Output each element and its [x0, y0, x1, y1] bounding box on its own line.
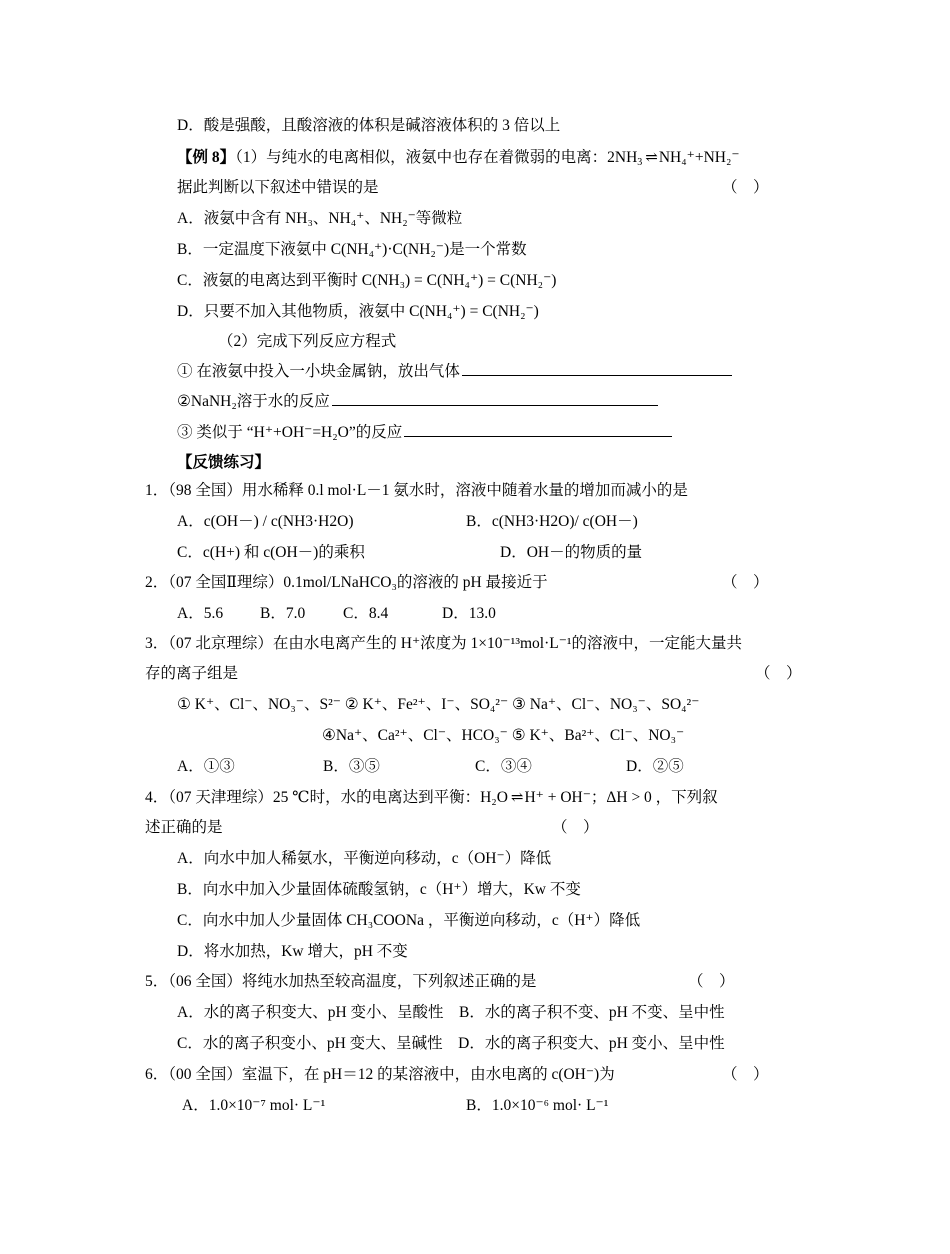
q1-option-a: A．c(OH－) / c(NH3·H2O) — [177, 513, 354, 530]
q5-options-ab: A．水的离子积变大、pH 变小、呈酸性 B．水的离子积不变、pH 不变、呈中性 — [177, 1004, 725, 1021]
answer-paren: （ ） — [722, 179, 769, 196]
q4-option-b: B．向水中加入少量固体硫酸氢钠，c（H⁺）增大，Kw 不变 — [177, 881, 581, 898]
example-8-option-c: C．液氨的电离达到平衡时 C(NH₃) = C(NH₄⁺) = C(NH₂⁻) — [177, 272, 557, 289]
reaction-3-text: ③ 类似于 “H⁺+OH⁻=H₂O”的反应 — [177, 424, 403, 441]
example-8-line1 — [177, 148, 740, 173]
reaction-1-text: ① 在液氨中投入一小块金属钠，放出气体 — [177, 363, 460, 380]
option-d-strong-acid: D．酸是强酸，且酸溶液的体积是碱溶液体积的 3 倍以上 — [177, 117, 561, 134]
q4-option-a: A．向水中加人稀氨水，平衡逆向移动，c（OH⁻）降低 — [177, 850, 552, 867]
q5-options-cd: C．水的离子积变小、pH 变大、呈碱性 D．水的离子积变大、pH 变小、呈中性 — [177, 1035, 725, 1052]
equilibrium-arrow-icon: ⇌ — [645, 150, 656, 166]
q3-option-d: D．②⑤ — [626, 758, 684, 775]
reaction-3 — [177, 423, 672, 443]
example-8-option-d: D．只要不加入其他物质，液氨中 C(NH₄⁺) = C(NH₂⁻) — [177, 303, 539, 320]
q3-option-b: B．③⑤ — [323, 758, 380, 775]
nh3-subscript: 3 — [637, 157, 643, 168]
q2-option-d: D．13.0 — [442, 605, 496, 622]
q4-text-pre: 4．（07 天津理综）25 ℃时，水的电离达到平衡：H₂O — [145, 789, 508, 806]
reaction-1 — [177, 362, 732, 382]
reaction-2-text: ②NaNH₂溶于水的反应 — [177, 393, 330, 410]
q2-option-c: C．8.4 — [343, 605, 389, 622]
question-3-line1: 3．（07 北京理综）在由水电离产生的 H⁺浓度为 1×10⁻¹³mol·L⁻¹的溶液中，一定能大量共 — [145, 635, 743, 652]
q4-option-d: D．将水加热，Kw 增大，pH 不变 — [177, 943, 408, 960]
example-8-part1-text: （1）与纯水的电离相似，液氨中也存在着微弱的电离：2NH — [235, 149, 638, 166]
reaction-2 — [177, 392, 658, 412]
question-6: 6．（00 全国）室温下，在 pH＝12 的某溶液中，由水电离的 c(OH⁻)为 — [145, 1066, 615, 1083]
q5-answer-paren: （ ） — [688, 973, 735, 990]
question-2: 2．（07 全国Ⅱ理综）0.1mol/LNaHCO₃的溶液的 pH 最接近于 — [145, 574, 548, 591]
question-5: 5．（06 全国）将纯水加热至较高温度，下列叙述正确的是 — [145, 973, 537, 990]
q1-option-c: C．c(H+) 和 c(OH－)的乘积 — [177, 544, 365, 561]
reaction-2-blank[interactable] — [332, 393, 658, 406]
q1-option-d: D．OH－的物质的量 — [500, 544, 643, 561]
question-1: 1．（98 全国）用水稀释 0.l mol·L－1 氨水时，溶液中随着水量的增加而减小的是 — [145, 482, 688, 499]
q4-answer-paren: （ ） — [552, 819, 599, 836]
question-4-line1 — [145, 788, 718, 808]
question-3-line2: 存的离子组是 — [145, 665, 239, 682]
q2-option-b: B．7.0 — [260, 605, 306, 622]
q6-answer-paren: （ ） — [722, 1066, 769, 1083]
q3-answer-paren: （ ） — [755, 665, 802, 682]
q4-equilibrium-arrow-icon: ⇌ — [510, 790, 522, 806]
q2-answer-paren: （ ） — [722, 574, 769, 591]
example-8-option-a: A．液氨中含有 NH₃、NH₄⁺、NH₂⁻等微粒 — [177, 210, 463, 227]
reaction-1-blank[interactable] — [462, 363, 732, 376]
q3-option-a: A．①③ — [177, 758, 235, 775]
q4-option-c: C．向水中加人少量固体 CH₃COONa ，平衡逆向移动，c（H⁺）降低 — [177, 912, 641, 929]
example-8-judge: 据此判断以下叙述中错误的是 — [177, 179, 379, 196]
example-8-option-b: B．一定温度下液氨中 C(NH₄⁺)·C(NH₂⁻)是一个常数 — [177, 241, 527, 258]
feedback-title: 【反馈练习】 — [177, 454, 271, 471]
ionization-products: NH₄⁺+NH₂⁻ — [658, 149, 740, 166]
question-4-line2: 述正确的是 — [145, 819, 223, 836]
reaction-3-blank[interactable] — [404, 424, 672, 437]
q1-option-b: B．c(NH3·H2O)/ c(OH－) — [466, 513, 638, 530]
q4-text-post: H⁺ + OH⁻；ΔH > 0 ，下列叙 — [524, 789, 718, 806]
example-8-title: 【例 8】 — [177, 149, 236, 166]
q3-option-c: C．③④ — [475, 758, 532, 775]
q6-option-a: A．1.0×10⁻⁷ mol· L⁻¹ — [182, 1097, 326, 1114]
q6-option-b: B．1.0×10⁻⁶ mol· L⁻¹ — [466, 1097, 609, 1114]
q3-ion-set-2: ④Na⁺、Ca²⁺、Cl⁻、HCO₃⁻ ⑤ K⁺、Ba²⁺、Cl⁻、NO₃⁻ — [322, 727, 685, 744]
q2-option-a: A．5.6 — [177, 605, 224, 622]
q3-ion-set-1: ① K⁺、Cl⁻、NO₃⁻、S²⁻ ② K⁺、Fe²⁺、I⁻、SO₄²⁻ ③ Na⁺、Cl⁻、NO₃⁻、SO₄²⁻ — [177, 696, 700, 713]
example-8-part2: （2）完成下列反应方程式 — [218, 333, 397, 350]
